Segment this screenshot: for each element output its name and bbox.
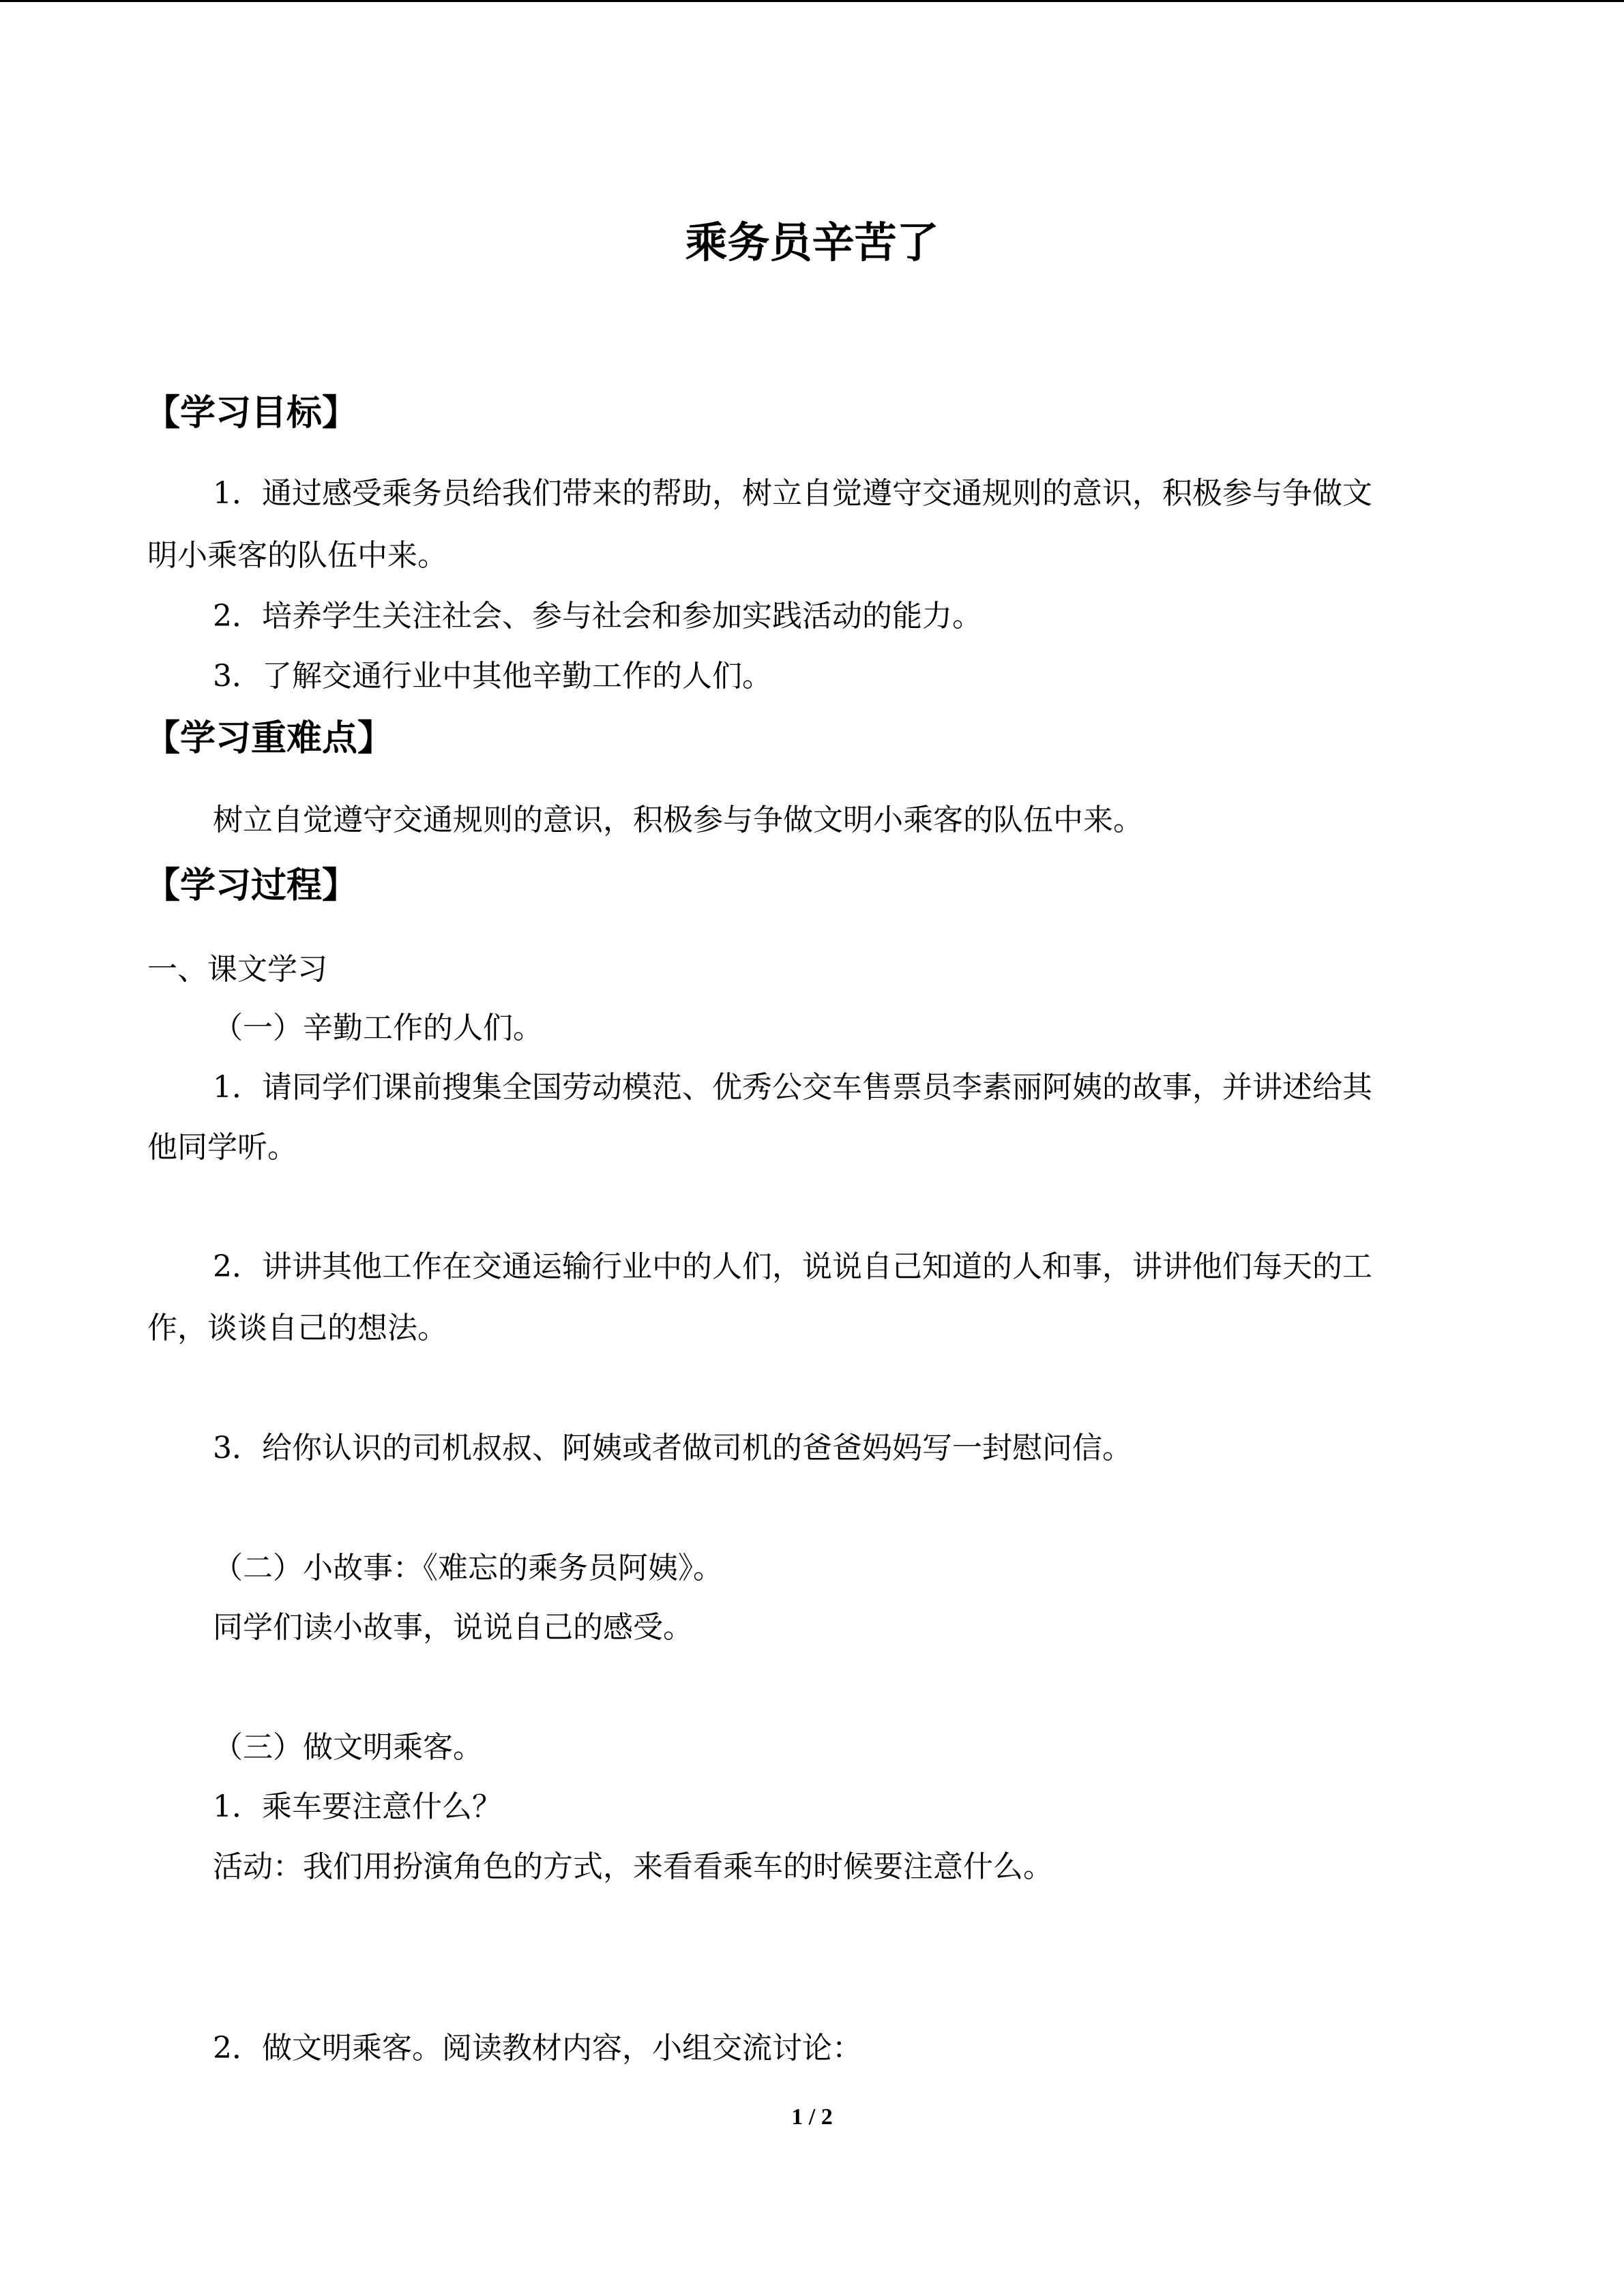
top-border-line (0, 0, 1624, 2)
objective-1-line-2: 明小乘客的队伍中来。 (147, 538, 447, 573)
page-title: 乘务员辛苦了 (685, 218, 939, 267)
subsection-2-heading: （二）小故事：《难忘的乘务员阿姨》。 (213, 1551, 723, 1585)
key-point-text: 树立自觉遵守交通规则的意识，积极参与争做文明小乘客的队伍中来。 (213, 803, 1143, 837)
activity-text: 活动：我们用扮演角色的方式，来看看乘车的时候要注意什么。 (213, 1849, 1053, 1884)
task-2-line-2: 作，谈谈自己的想法。 (147, 1311, 447, 1345)
subsection-3-heading: （三）做文明乘客。 (213, 1730, 483, 1765)
objective-3: 3．了解交通行业中其他辛勤工作的人们。 (213, 659, 772, 694)
objective-2: 2．培养学生关注社会、参与社会和参加实践活动的能力。 (213, 599, 982, 633)
objective-1-line-1: 1．通过感受乘务员给我们带来的帮助，树立自觉遵守交通规则的意识，积极参与争做文 (213, 476, 1372, 511)
section-header-process: 【学习过程】 (145, 865, 358, 906)
section-header-key-points: 【学习重难点】 (145, 718, 394, 759)
page-number: 1 / 2 (791, 2104, 833, 2130)
question-2: 2．做文明乘客。阅读教材内容，小组交流讨论： (213, 2031, 862, 2066)
subsection-1-heading: （一）辛勤工作的人们。 (213, 1011, 543, 1045)
story-instruction: 同学们读小故事，说说自己的感受。 (213, 1610, 693, 1645)
question-1: 1．乘车要注意什么？ (213, 1789, 502, 1824)
part-1-heading: 一、课文学习 (147, 952, 327, 987)
task-1-line-2: 他同学听。 (147, 1130, 297, 1165)
task-3: 3．给你认识的司机叔叔、阿姨或者做司机的爸爸妈妈写一封慰问信。 (213, 1431, 1132, 1465)
section-header-objectives: 【学习目标】 (145, 393, 358, 434)
task-1-line-1: 1．请同学们课前搜集全国劳动模范、优秀公交车售票员李素丽阿姨的故事，并讲述给其 (213, 1070, 1372, 1105)
task-2-line-1: 2．讲讲其他工作在交通运输行业中的人们，说说自己知道的人和事，讲讲他们每天的工 (213, 1249, 1372, 1284)
